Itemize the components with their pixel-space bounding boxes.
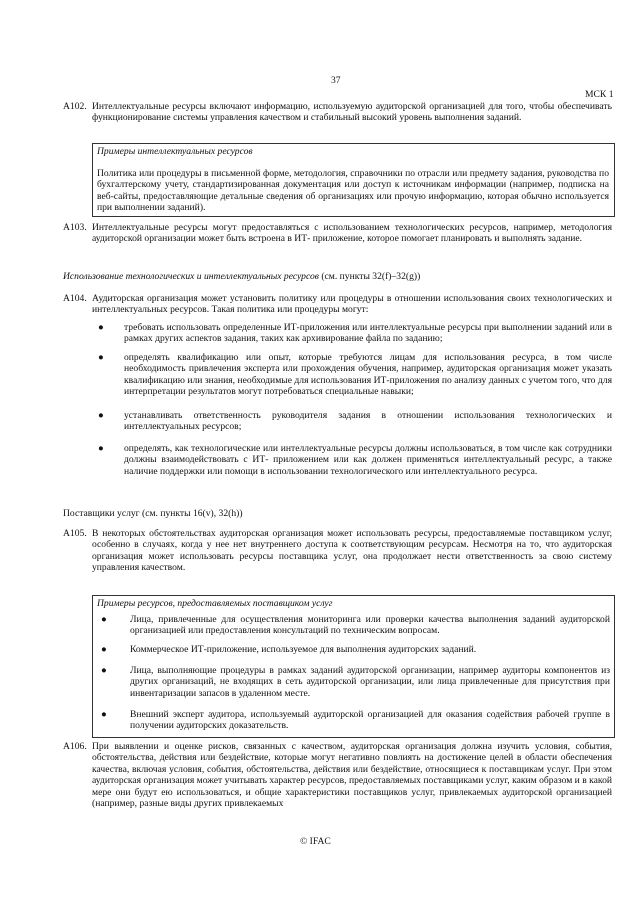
list-item: ● Лица, привлеченные для осуществления мониторинга или проверки качества выполнения заданий аудиторской организацией или предоставления консультаций по техническим вопросам.: [101, 614, 610, 637]
list-item: ● устанавливать ответственность руководителя задания в отношении использования технологических и интеллектуальных ресурсов;: [98, 410, 612, 433]
paragraph-a106: [63, 741, 612, 809]
list-item: ● Внешний эксперт аудитора, используемый аудиторской организацией для оказания содействия рабочей группе в получении аудиторских доказательств.: [101, 709, 610, 732]
paragraph-a102: [63, 101, 612, 124]
list-item: ● требовать использовать определенные ИТ-приложения или интеллектуальные ресурсы при выполнении заданий или в рамках других аспектов задания, таких как архивирование файла по заданию;: [98, 322, 612, 345]
paragraph-number: A105.: [63, 528, 87, 539]
paragraph-a104: [63, 293, 612, 316]
page-number: 37: [331, 75, 341, 86]
section-heading-service-providers: Поставщики услуг (см. пункты 16(v), 32(h)): [63, 508, 243, 519]
paragraph-number: A104.: [63, 293, 87, 304]
bullet-icon: ●: [101, 709, 107, 720]
list-item: ● Лица, выполняющие процедуры в рамках заданий аудиторской организации, например аудиторы компонентов из других организаций, не входящих в сеть аудиторской организации, или лица привлеченные для присутствия при инвентаризации запасов в удаленном месте.: [101, 665, 610, 699]
example-box-text: Политика или процедуры в письменной форме, методология, справочники по отрасли или предмету задания, руководства по бухгалтерскому учету, стандартизированная документация или доступ к источникам информации (например, подписка на веб-сайты, предоставляющие детальные сведения об организациях или прочую информацию, которая обычно используется при выполнении заданий).: [97, 168, 609, 214]
paragraph-number: A103.: [63, 222, 87, 233]
paragraph-text: При выявлении и оценке рисков, связанных с качеством, аудиторская организация должна изучить условия, события, обстоятельства, действия или бездействие, которые могут негативно повлиять на достижение целей в области обеспечения качества, включая условия, события, обстоятельства, действия или бездействие, относящиеся к поставщикам услуг. При этом аудиторская организация может учитывать характер ресурсов, предоставляемых поставщиками услуг, каким образом и в какой мере они будут ею использоваться, и общие характеристики поставщиков услуг, привлекаемых аудиторской организацией (например, разные виды других привлекаемых: [92, 741, 613, 810]
standard-code: МСК 1: [585, 89, 614, 100]
bullet-icon: ●: [101, 665, 107, 676]
bullet-icon: ●: [101, 614, 107, 625]
list-item: ● определять, как технологические или интеллектуальные ресурсы должны использоваться, в том числе как сотрудники должны взаимодействовать с ИТ- приложением или как должен применяться интеллектуальный ресурс, а также наличие поддержки или помощи в использовании технологического или интеллектуального ресурса.: [98, 443, 612, 477]
bullet-icon: ●: [98, 352, 104, 363]
example-box-title: Примеры интеллектуальных ресурсов: [97, 146, 253, 157]
paragraph-a103: [63, 222, 612, 245]
bullet-icon: ●: [98, 410, 104, 421]
section-heading-technology-resources: Использование технологических и интеллектуальных ресурсов (см. пункты 32(f)–32(g)): [63, 271, 421, 282]
paragraph-text: В некоторых обстоятельствах аудиторская организация может использовать ресурсы, предоставляемые поставщиком услуг, особенно в случаях, когда у нее нет внутреннего доступа к соответствующим ресурсам. Несмотря на то, что аудиторская организация может использовать ресурсы поставщика услуг, она продолжает нести ответственность за свою систему управления качеством.: [92, 528, 612, 574]
paragraph-number: A102.: [63, 101, 87, 112]
list-item: ● Коммерческое ИТ-приложение, используемое для выполнения аудиторских заданий.: [101, 644, 477, 655]
paragraph-text: Интеллектуальные ресурсы могут предоставляться с использованием технологических ресурсов, например, методология аудиторской организации может быть встроена в ИТ- приложение, которое помогает планировать и выполнять задание.: [92, 222, 612, 245]
bullet-icon: ●: [98, 322, 104, 333]
copyright-footer: © IFAC: [300, 836, 331, 847]
bullet-icon: ●: [101, 644, 107, 655]
paragraph-a105: [63, 528, 612, 574]
list-item: ● определять квалификацию или опыт, которые требуются лицам для использования ресурса, в том числе необходимость привлечения эксперта или прохождения обучения, например, аудиторская организация может указать квалификацию или знания, необходимые для использования ИТ-приложения по анализу данных с учетом того, что для интерпретации результатов могут потребоваться специальные навыки;: [98, 352, 612, 398]
bullet-icon: ●: [98, 443, 104, 454]
paragraph-number: A106.: [63, 741, 87, 752]
paragraph-text: Аудиторская организация может установить политику или процедуры в отношении использования своих технологических и интеллектуальных ресурсов. Такая политика или процедуры могут:: [92, 293, 612, 316]
paragraph-text: Интеллектуальные ресурсы включают информацию, используемую аудиторской организацией для того, чтобы обеспечивать функционирование системы управления качеством и стабильный высокий уровень выполнения заданий.: [92, 101, 612, 124]
example-box-title: Примеры ресурсов, предоставляемых поставщиком услуг: [97, 598, 333, 609]
